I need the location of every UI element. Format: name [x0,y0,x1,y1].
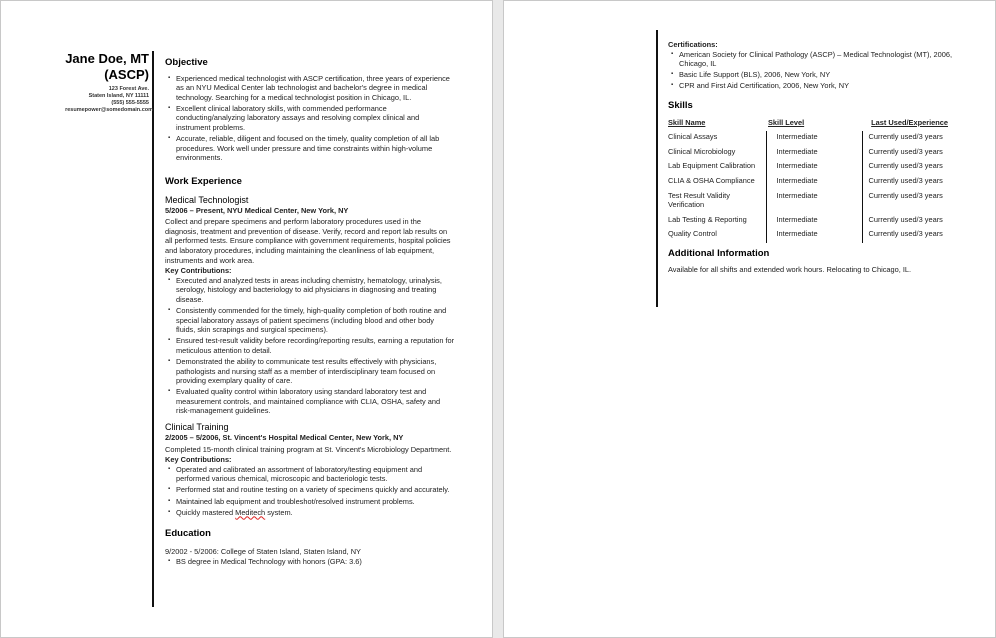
table-cell: Clinical Microbiology [668,146,736,156]
work-experience-heading: Work Experience [165,175,242,187]
certifications-section [668,40,968,91]
certifications-heading: Certifications: [668,40,718,49]
job-dates: 2/2005 – 5/2006, St. Vincent's Hospital Medical Center, New York, NY [165,433,404,442]
table-cell: Currently used/3 years [862,146,948,161]
name-line-2: (ASCP) [104,67,149,82]
table-cell: Test Result Validity Verification [668,190,730,210]
divider-line [152,51,154,607]
list-item: ▪ Excellent clinical laboratory skills, with commended performance conducting/analyzing laboratory assays and resolving complex clinical and instrument problems. [165,104,455,133]
table-cell: Quality Control [668,229,717,239]
table-row [668,146,948,161]
list-item: ▪ Demonstrated the ability to communicate test results effectively with physicians, pathologists and nursing staff as a member of interdisciplinary team focused on providing exemplary quality of care. [165,357,455,386]
divider-line [656,30,658,307]
list-item: ▪ Maintained lab equipment and troubleshot/resolved instrument problems. [165,497,455,507]
list-item: ▪ Ensured test-result validity before recording/reporting results, earning a reputation for meticulous attention to detail. [165,336,455,355]
table-cell: Currently used/3 years [862,131,948,146]
list-item: ▪ Operated and calibrated an assortment of laboratory/testing equipment and performed various chemical, microscopic and bacteriologic tests. [165,465,455,484]
name-line-1: Jane Doe, MT [65,51,149,66]
job-summary: Collect and prepare specimens and perform laboratory procedures used in the diagnosis, treatment and prevention of disease. Verify, record and report lab results on all performed tests. Ensure compliance with government requirements, hospital policies and laboratory procedures, including maintaining the cleanliness of lab equipment, instruments and work area. [165,217,451,265]
main-column [165,58,455,569]
address-line-1: 123 Forest Ave. [108,86,149,92]
education-section [165,529,455,567]
job-entry [165,195,455,416]
list-item: ▪ CPR and First Aid Certification, 2006, New York, NY [668,81,968,91]
contact-header [41,51,153,114]
additional-information-section [668,249,968,274]
table-row [668,175,948,190]
table-cell: Intermediate [766,131,862,146]
education-heading: Education [165,528,211,540]
skills-heading: Skills [668,99,693,111]
table-cell: Currently used/3 years [862,175,948,190]
table-row [668,131,948,146]
list-item: ▪ Experienced medical technologist with ASCP certification, three years of experience as an NYU Medical Center lab technologist and bachelor's degree in medical technology. Searching for a medical technologist position in Chicago, IL. [165,74,455,103]
column-header: Last Used/Experience [871,117,948,127]
list-item [165,508,455,518]
column-header: Skill Name [668,117,706,127]
additional-information-text: Available for all shifts and extended work hours. Relocating to Chicago, IL. [668,264,912,274]
objective-section [165,58,455,163]
list-item: ▪ BS degree in Medical Technology with honors (GPA: 3.6) [165,557,455,567]
table-cell: Intermediate [766,146,862,161]
table-cell: Lab Testing & Reporting [668,214,747,224]
education-line: 9/2002 - 5/2006: College of Staten Island, Staten Island, NY [165,546,361,556]
list-item: ▪ Accurate, reliable, diligent and focused on the timely, quality completion of all lab procedures. Work well under pressure and time constraints within high-volume environments. [165,134,455,163]
table-cell: CLIA & OSHA Compliance [668,175,755,185]
table-row [668,190,948,214]
misspelled-word[interactable]: Meditech [235,507,266,517]
list-item: ▪ Performed stat and routine testing on a variety of specimens quickly and accurately. [165,485,455,495]
table-cell: Currently used/3 years [862,160,948,175]
table-cell: Currently used/3 years [862,214,948,229]
job-title: Clinical Training [165,422,229,432]
key-contributions-label: Key Contributions: [165,266,232,276]
bullet-text: Quickly mastered [176,507,236,517]
table-cell: Intermediate [766,190,862,214]
job-title: Medical Technologist [165,194,249,205]
phone: (555) 555-5555 [111,100,149,106]
table-cell: Currently used/3 years [862,228,948,243]
list-item: ▪ American Society for Clinical Pathology (ASCP) – Medical Technologist (MT), 2006, Chicago, IL [668,50,968,69]
list-item: ▪ Basic Life Support (BLS), 2006, New York, NY [668,70,968,80]
resume-page-1 [0,0,493,638]
additional-information-heading: Additional Information [668,247,770,259]
email: resumepower@somedomain.com [65,107,153,113]
key-contributions-label: Key Contributions: [165,455,232,465]
list-item: ▪ Executed and analyzed tests in areas including chemistry, hematology, urinalysis, serology, histology and bacteriology to aid physicians in diagnosing and treating disease. [165,276,455,305]
job-entry [165,422,455,517]
table-cell: Currently used/3 years [862,190,948,214]
column-header: Skill Level [768,117,805,127]
skills-section [668,101,968,243]
table-row [668,160,948,175]
bullet-text: system. [265,507,293,517]
table-cell: Intermediate [766,175,862,190]
list-item: ▪ Evaluated quality control within laboratory using standard laboratory test and measurement controls, and maintained compliance with CLIA, OSHA, safety and risk-management guidelines. [165,387,455,416]
main-column [668,40,968,275]
table-cell: Intermediate [766,228,862,243]
resume-page-2 [503,0,996,638]
objective-heading: Objective [165,57,208,68]
job-summary: Completed 15-month clinical training program at St. Vincent's Microbiology Department. [165,444,452,454]
list-item: ▪ Consistently commended for the timely, high-quality completion of both routine and special laboratory assays of patient specimens (including blood and other body fluids, skin scrapings and surgical specimens). [165,306,455,335]
table-cell: Intermediate [766,214,862,229]
table-cell: Intermediate [766,160,862,175]
table-row [668,214,948,229]
table-row [668,228,948,243]
job-dates: 5/2006 – Present, NYU Medical Center, New York, NY [165,205,349,215]
work-experience-section [165,177,455,517]
address-line-2: Staten Island, NY 11111 [88,93,149,99]
table-cell: Clinical Assays [668,132,718,142]
skills-table [668,118,948,243]
table-cell: Lab Equipment Calibration [668,161,756,171]
